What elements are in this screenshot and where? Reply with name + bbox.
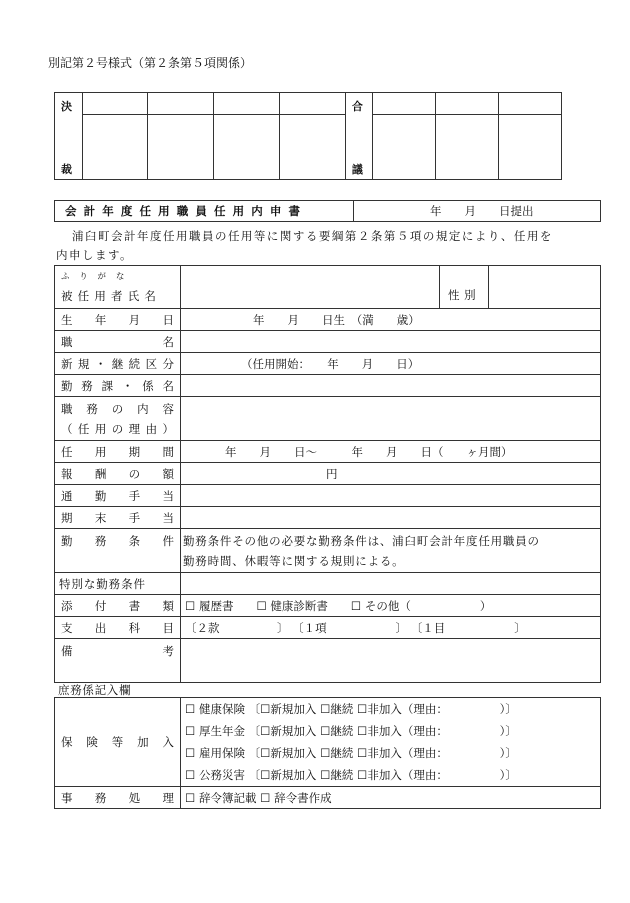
submit-date: 年 月 日提出 bbox=[430, 204, 534, 218]
stamp-box[interactable] bbox=[436, 115, 499, 180]
special-label: 特別な勤務条件 bbox=[59, 576, 146, 591]
insurance-line-health: ☐ 健康保険 〔☐新規加入 ☐継続 ☐非加入（理由： ）〕 bbox=[185, 702, 517, 716]
furigana-label: ふりがな bbox=[61, 272, 135, 282]
process-checkboxes[interactable] bbox=[181, 787, 601, 809]
attach-value: ☐ 履歴書 ☐ 健康診断書 ☐ その他（ ） bbox=[185, 598, 492, 613]
submit-date-cell[interactable] bbox=[354, 201, 601, 222]
stamp-box[interactable] bbox=[373, 115, 436, 180]
period-input[interactable] bbox=[181, 441, 601, 463]
clerk-heading: 庶務係記入欄 bbox=[58, 683, 132, 697]
category-input[interactable] bbox=[181, 353, 601, 375]
stamp-box[interactable] bbox=[82, 93, 148, 115]
process-value: ☐ 辞令簿記載 ☐ 辞令書作成 bbox=[185, 790, 332, 805]
insurance-line-pension: ☐ 厚生年金 〔☐新規加入 ☐継続 ☐非加入（理由： ）〕 bbox=[185, 724, 517, 738]
stamp-box[interactable] bbox=[148, 115, 214, 180]
pay-value: 円 bbox=[326, 466, 338, 481]
intro-line-2: 内申します。 bbox=[56, 248, 134, 262]
duty-input[interactable] bbox=[181, 397, 601, 441]
aigi-cell: 合 議 bbox=[345, 93, 373, 180]
stamp-box[interactable] bbox=[499, 93, 562, 115]
period-label: 任用期間 bbox=[61, 444, 174, 459]
kessai-cell: 決 裁 bbox=[55, 93, 83, 180]
insurance-checkboxes[interactable] bbox=[181, 698, 601, 787]
duty-label-1: 職務の内容 bbox=[61, 401, 174, 416]
stamp-box[interactable] bbox=[373, 93, 436, 115]
special-input[interactable] bbox=[181, 573, 601, 595]
stamp-box[interactable] bbox=[280, 93, 346, 115]
attach-label: 添付書類 bbox=[61, 598, 174, 613]
insurance-line-accident: ☐ 公務災害 〔☐新規加入 ☐継続 ☐非加入（理由： ）〕 bbox=[185, 768, 517, 782]
process-label: 事務処理 bbox=[61, 790, 174, 805]
cond-cell bbox=[181, 529, 601, 573]
main-form-table bbox=[54, 265, 601, 683]
gender-input[interactable] bbox=[489, 266, 601, 309]
approval-grid bbox=[54, 92, 562, 180]
name-label: 被任用者氏名 bbox=[61, 289, 162, 303]
category-value: （任用開始： 年 月 日） bbox=[241, 356, 420, 371]
pay-input[interactable] bbox=[181, 463, 601, 485]
bonus-input[interactable] bbox=[181, 507, 601, 529]
stamp-box[interactable] bbox=[214, 93, 280, 115]
stamp-box[interactable] bbox=[499, 115, 562, 180]
intro-line-1: 浦臼町会計年度任用職員の任用等に関する要綱第２条第５項の規定により、任用を bbox=[72, 229, 553, 243]
name-label-cell bbox=[55, 266, 181, 309]
form-title: 会計年度任用職員任用内申書 bbox=[65, 204, 308, 218]
birth-value: 年 月 日生 （満 歳） bbox=[253, 312, 420, 327]
stamp-box[interactable] bbox=[148, 93, 214, 115]
dept-input[interactable] bbox=[181, 375, 601, 397]
form-header: 別記第２号様式（第２条第５項関係） bbox=[48, 56, 253, 70]
stamp-box[interactable] bbox=[82, 115, 148, 180]
remarks-input[interactable] bbox=[181, 639, 601, 683]
period-value: 年 月 日～ 年 月 日（ ヶ月間） bbox=[225, 444, 513, 459]
insurance-label: 保険等加入 bbox=[61, 735, 174, 749]
post-label: 職名 bbox=[61, 334, 174, 349]
clerk-table bbox=[54, 697, 601, 809]
commute-label: 通勤手当 bbox=[61, 488, 174, 503]
remarks-label: 備考 bbox=[61, 644, 174, 658]
insurance-line-employment: ☐ 雇用保険 〔☐新規加入 ☐継続 ☐非加入（理由： ）〕 bbox=[185, 746, 517, 760]
category-label: 新規・継続区分 bbox=[61, 356, 174, 371]
cond-value-1: 勤務条件その他の必要な勤務条件は、浦臼町会計年度任用職員の bbox=[183, 533, 540, 548]
cond-value-2: 勤務時間、休暇等に関する規則による。 bbox=[183, 553, 405, 568]
post-input[interactable] bbox=[181, 331, 601, 353]
title-row bbox=[54, 200, 601, 222]
birth-label: 生年月日 bbox=[61, 312, 174, 327]
gender-label-cell bbox=[440, 266, 489, 309]
stamp-box[interactable] bbox=[436, 93, 499, 115]
stamp-box[interactable] bbox=[280, 115, 346, 180]
expense-label: 支出科目 bbox=[61, 620, 174, 635]
cond-label: 勤務条件 bbox=[61, 534, 174, 548]
pay-label: 報酬の額 bbox=[61, 466, 174, 481]
expense-input[interactable] bbox=[181, 617, 601, 639]
duty-label-2: （任用の理由） bbox=[61, 421, 174, 436]
name-input[interactable] bbox=[181, 266, 440, 309]
commute-input[interactable] bbox=[181, 485, 601, 507]
birth-input[interactable] bbox=[181, 309, 601, 331]
attach-checkboxes[interactable] bbox=[181, 595, 601, 617]
gender-label: 性別 bbox=[448, 288, 481, 302]
stamp-box[interactable] bbox=[214, 115, 280, 180]
expense-value: 〔２款 〕 〔１項 〕 〔１目 〕 bbox=[185, 620, 526, 635]
duty-label-cell bbox=[55, 397, 181, 441]
dept-label: 勤務課・係名 bbox=[61, 378, 174, 393]
form-title-cell bbox=[55, 201, 354, 222]
bonus-label: 期末手当 bbox=[61, 510, 174, 525]
